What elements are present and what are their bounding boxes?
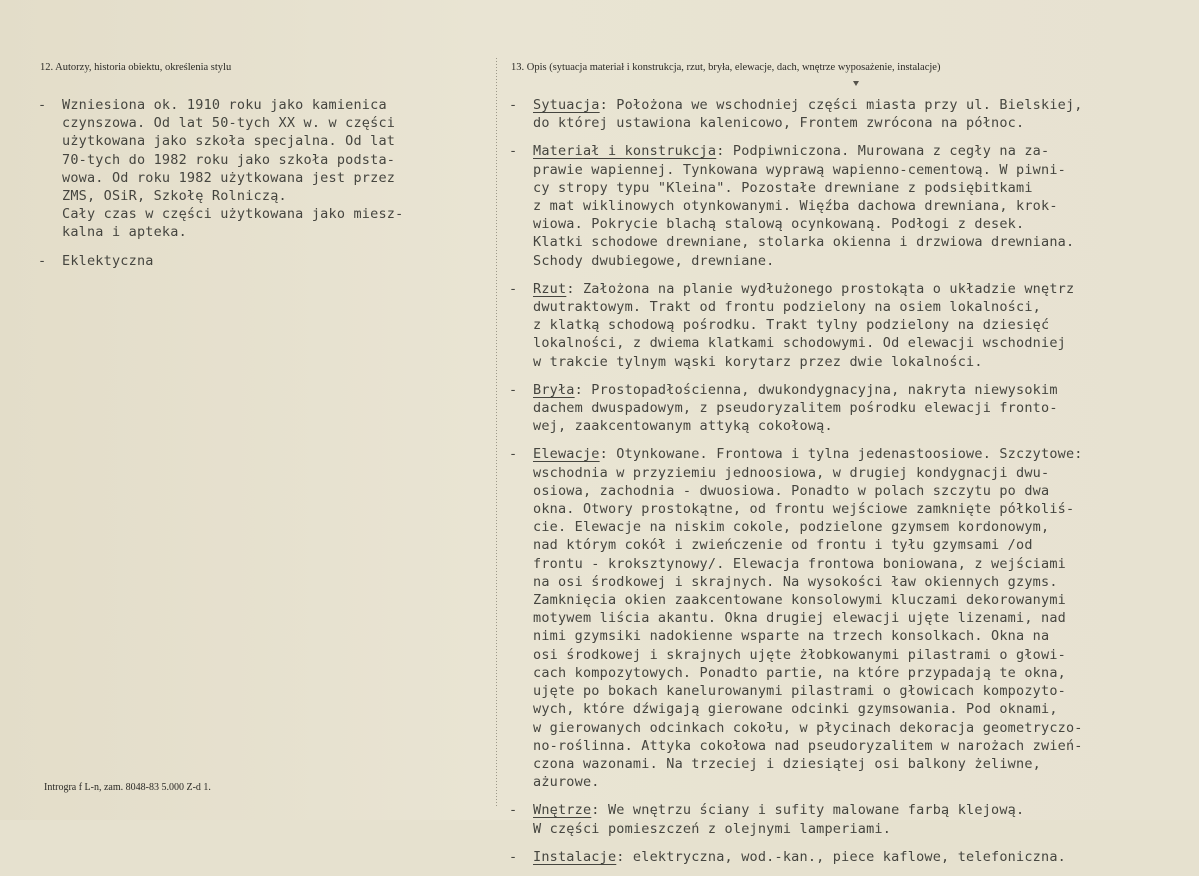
entry-text: : Otynkowane. Frontowa i tylna jedenastoosiowe. Szczytowe: wschodnia w przyziemiu jednoosiowa, w drugiej kondygnacji dwu- osiowa, zachodnia - dwuosiowa. Ponadto w polach szczytu po dwa okna. Otwory prostokątne, od frontu wejściowe zamknięte półkoliś- cie. Elewacje na niskim cokole, podzielone gzymsem kordonowym, nad którym cokół i zwieńczenie od frontu i tyłu gzymsami /od frontu - kroksztynowy/. Elewacja frontowa boniowana, z wejściami na osi środkowej i skrajnych. Na wysokości ław okiennych gzyms. Zamknięcia okien zaakcentowane konsolowymi kluczami dekorowanymi motywem liścia akantu. Okna drugiej elewacji ujęte lizenami, nad nimi gzymsiki nadokienne wsparte na trzech konsolkach. Okna na osi środkowej i skrajnych ujęte żłobkowanymi pilastrami o głowi- cach kompozytowych. Ponadto partie, na które przypadają te okna, ujęte po bokach kanelurowanymi pilastrami o głowicach kompozyto- wych, które dźwigają gierowane odcinki gzymsowania. Pod oknami, w gierowanych odcinkach cokołu, w płycinach dekoracja geometryczo- no-roślinna. Attyka cokołowa nad pseudoryzalitem w narożach zwień- czona wazonami. Na trzeciej i dziesiątej osi balkony żeliwne, ażurowe. [533, 446, 1083, 791]
entry-dash: - [509, 848, 518, 865]
entry-heading: Sytuacja [533, 97, 600, 113]
entry-text: : We wnętrzu ściany i sufity malowane farbą klejową. W części pomieszczeń z olejnymi lamperiami. [533, 802, 1025, 837]
entry-dash: - [509, 802, 518, 819]
style-text: Eklektyczna [62, 252, 154, 269]
entry-text: : Założona na planie wydłużonego prostokąta o układzie wnętrz dwutraktowym. Trakt od frontu podzielony na osiem lokalności, z klatką schodową pośrodku. Trakt tylny podzielony na dziesięć lokalności, z dwiema klatkami schodowymi. Od elewacji wschodniej w trakcie tylnym wąski korytarz przez dwie lokalności. [533, 280, 1075, 370]
tick-mark [853, 81, 859, 86]
entry-dash: - [509, 97, 518, 113]
description-entry-sytuacja [509, 96, 1194, 132]
entry-text: : elektryczna, wod.-kan., piece kaflowe, telefoniczna. [616, 848, 1066, 865]
entry-heading: Elewacje [533, 446, 600, 463]
description-entry-elewacje [509, 445, 1194, 791]
entry-dash: - [509, 143, 518, 160]
entry-dash: - [509, 280, 518, 297]
left-column [38, 96, 488, 280]
entry-heading: Wnętrze [533, 802, 592, 819]
entry-text: : Położona we wschodniej części miasta przy ul. Bielskiej, do której ustawiona kalenicowo, Frontem zwrócona na północ. [533, 97, 1083, 132]
entry-heading: Rzut [533, 280, 567, 297]
style-entry [38, 252, 488, 270]
description-entry-rzut [509, 280, 1194, 371]
print-footer: Introgra f L-n, zam. 8048-83 5.000 Z-d 1. [44, 782, 211, 793]
history-text: Wzniesiona ok. 1910 roku jako kamienica czynszowa. Od lat 50-tych XX w. w części użytkowana jako szkoła specjalna. Od lat 70-tych do 1982 roku jako szkoła podsta- wowa. Od roku 1982 użytkowana jest przez ZMS, OSiR, Szkołę Rolniczą. Cały czas w części użytkowana jako miesz- kalna i apteka. [62, 97, 404, 241]
column-divider [496, 58, 497, 808]
right-column [509, 96, 1194, 876]
entry-text: : Podpiwniczona. Murowana z cegły na za- prawie wapiennej. Tynkowana wyprawą wapienno-cementową. W piwni- cy stropy typu "Kleina". Pozostałe drewniane z podsiębitkami z mat wiklinowych otynkowanymi. Więźba dachowa drewniana, krok- wiowa. Pokrycie blachą stalową ocynkowaną. Podłogi z desek. Klatki schodowe drewniane, stolarka okienna i drzwiowa drewniana. Schody dwubiegowe, drewniane. [533, 143, 1075, 269]
entry-heading: Materiał i konstrukcja [533, 143, 717, 160]
description-entry-material [509, 142, 1194, 269]
right-section-header: 13. Opis (sytuacja materiał i konstrukcja, rzut, bryła, elewacje, dach, wnętrze wyposażenie, instalacje) [511, 62, 941, 73]
entry-heading: Instalacje [533, 848, 617, 865]
description-entry-bryla [509, 381, 1194, 436]
left-section-header: 12. Autorzy, historia obiektu, określenia stylu [40, 62, 232, 73]
entry-dash: - [509, 446, 518, 463]
description-entry-instalacje [509, 848, 1194, 866]
entry-heading: Bryła [533, 381, 575, 398]
entry-dash: - [38, 252, 47, 269]
history-entry [38, 96, 488, 242]
entry-dash: - [509, 381, 518, 398]
entry-dash: - [38, 97, 47, 113]
entry-text: : Prostopadłościenna, dwukondygnacyjna, nakryta niewysokim dachem dwuspadowym, z pseudoryzalitem pośrodku elewacji fronto- wej, zaakcentowanym attyką cokołową. [533, 381, 1058, 435]
